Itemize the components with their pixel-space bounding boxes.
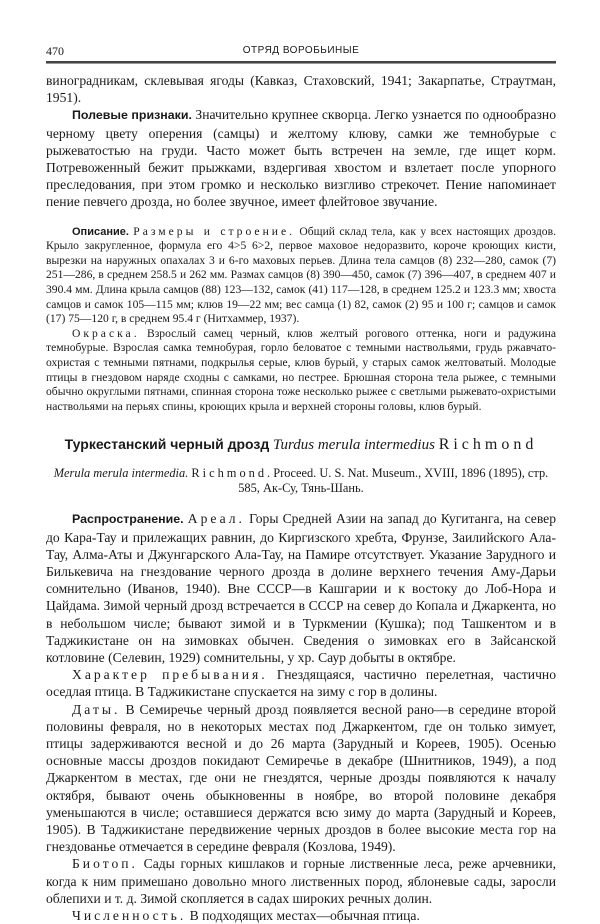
coloration-label: Окраска.: [72, 326, 140, 340]
abundance-text: В подходящих местах—обычная птица.: [186, 908, 420, 924]
dates-label: Даты.: [72, 701, 121, 717]
biotope-label: Биотоп.: [72, 856, 138, 872]
species-heading: [46, 436, 556, 454]
coloration-text: Взрослый самец черный, клюв желтый рогового оттенка, ноги и радужина темнобурые. Взрослая самка темнобурая, горло беловатое с темными наствольями, грудь ржавчато-охристая с темными пятнами, подкрылья серые, клюв бурый, у старых самок желтоватый. Молодые птицы в гнездовом наряде сходны с самками, но пестрее. Брюшная сторона тела рыжее, с темными обычно округлыми пятнами, спинная сторона тоже несколько рыжее с светлыми рыжевато-охристыми наствольями на перьях спины, кроющих крыла и верхней стороны головы, клюв бурый.: [46, 326, 556, 413]
field-marks-text: Значительно крупнее скворца. Легко узнается по однообразно черному цвету оперения (самцы) и желтому клюву, самки же темнобурые с рыжеватостью на груди. Часто может быть встречен на земле, где ищет корм. Потревоженный бежит прыжками, вздергивая хвостом и взлетает после упорного преследования, при этом громко и несколько визгливо стрекочет. Пение напоминает пение певчего дрозда, но более звучное, имеет флейтовое звучание.: [46, 107, 556, 210]
distribution-paragraph: [46, 510, 556, 666]
range-text: Горы Средней Азии на запад до Кугитанга, на север до Кара-Тау и прилежащих равнин, до Киргизского хребта, Фрунзе, Заилийского Ала-Тау, Алма-Аты и Джунгарского Ала-Тау, на Памире отсутствует. Указание Зарудного и Билькевича на гнездование черного дрозда в долине верхнего течения Аму-Дарьи сомнительно (Иванов, 1940). Вне СССР—в Кашгарии и к востоку до Лоб-Нора и Цайдама. Зимой черный дрозд встречается в СССР на север до Копала и Джаркента, но в небольшом числе; бывают зимой и в Туркмении (Кушка); под Ташкентом и в Таджикистане он на зимовках обычен. Сведения о зимовках его в Зайсанской котловине (Селевин, 1929) сомнительны, у хр. Саур добыты в октябре.: [46, 511, 556, 665]
book-page: [46, 44, 556, 924]
page-header: [46, 44, 556, 60]
range-label: Ареал.: [187, 511, 245, 527]
residence-paragraph: [46, 666, 556, 700]
coloration-paragraph: [46, 327, 556, 415]
residence-text: Гнездящаяся, частично перелетная, частично оседлая птица. В Таджикистане спускается на зиму с гор в долины.: [46, 667, 556, 700]
abundance-label: Численность.: [72, 908, 187, 924]
continuation-paragraph: виноградникам, склевывая ягоды (Кавказ, Стаховский, 1941; Закарпатье, Страутман, 1951).: [46, 73, 556, 106]
synonym-reference: [46, 466, 556, 496]
field-marks-label: Полевые признаки.: [72, 108, 192, 123]
field-marks-paragraph: [46, 106, 556, 210]
residence-label: Характер пребывания.: [72, 667, 268, 683]
size-structure-label: Размеры и строение.: [133, 224, 296, 238]
synonym-citation: . Proceed. U. S. Nat. Museum., XVIII, 1896 (1895), стр. 585, Ак-Су, Тянь-Шань.: [238, 466, 549, 496]
description-label: Описание.: [72, 225, 129, 238]
running-title: ОТРЯД ВОРОБЬИНЫЕ: [242, 45, 360, 56]
page-number: 470: [46, 44, 64, 58]
description-paragraph: [46, 225, 556, 327]
dates-text: В Семиречье черный дрозд появляется весной рано—в середине второй половины февраля, но в некоторых местах под Джаркентом, где он только зимует, птицы задерживаются весной и до 26 марта (Зарудный и Кореев, 1905). Осенью основные массы дроздов покидают Семиречье в декабре (Шнитников, 1949), а под Джаркентом в местах, где они не гнездятся, черные дрозды появляются к началу октября, бывают очень обыкновенны в ноябре, во второй половине декабря уменьшаются в числе; оставшиеся держатся всю зиму до марта (Зарудный и Кореев, 1905). В Таджикистане передвижение черных дроздов в более высокие места гор на гнездованье отмечается в середине февраля (Козлова, 1949).: [46, 701, 556, 855]
dates-paragraph: [46, 701, 556, 856]
synonym-latin: Merula merula intermedia.: [53, 466, 189, 481]
distribution-label: Распространение.: [72, 512, 184, 527]
biotope-text: Сады горных кишлаков и горные лиственные леса, реже арчевники, когда к ним примешано довольно много лиственных пород, яблоневые сады, заросли облепихи и т. д. Зимой скопляется в садах широких речных долин.: [46, 856, 556, 906]
abundance-paragraph: [46, 907, 556, 924]
description-text: Общий склад тела, как у всех настоящих дроздов. Крыло закругленное, формула его 4>5 6>2, первое маховое недоразвито, короче кроющих кисти, вырезки на наружных опахалах 3 и 6-го маховых перьев. Длина тела самцов (8) 232—280, самок (7) 251—286, в среднем 258.5 и 262 мм. Размах самцов (8) 390—450, самок (7) 396—407, в среднем 407 и 390.4 мм. Длина крыла самцов (88) 123—132, самок (41) 117—128, в среднем 125.2 и 123.3 мм; хвоста самцов и самок 105—115 мм; клюв 19—22 мм; вес самца (1) 82, самок (2) 95 и 100 г; самцов и самок (17) 75—120 г, в среднем 95.4 г (Нитхаммер, 1937).: [46, 224, 556, 326]
species-latin-name: Turdus merula intermedius: [272, 437, 435, 454]
biotope-paragraph: [46, 855, 556, 907]
species-author: Richmond: [438, 436, 538, 454]
synonym-author: Richmond: [191, 466, 268, 481]
species-common-name: Туркестанский черный дрозд: [64, 436, 270, 453]
